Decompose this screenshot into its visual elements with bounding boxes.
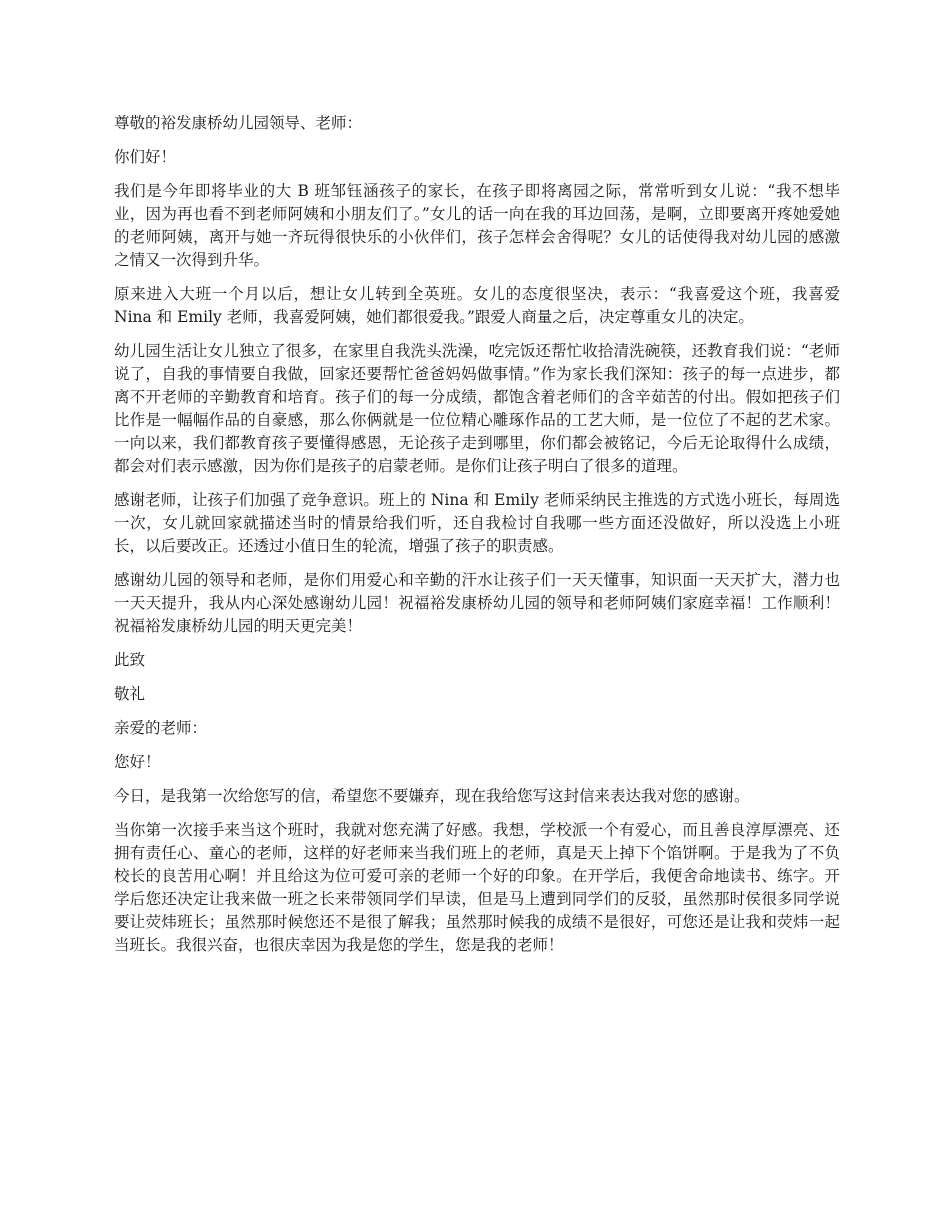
letter2-salutation: 亲爱的老师： xyxy=(114,719,208,737)
letter1-paragraph: 感谢老师，让孩子们加强了竞争意识。班上的 Nina 和 Emily 老师采纳民主推选的方式选小班长，每周选一次，女儿就回家就描述当时的情景给我们听，还自我检讨自我哪一些方面还没做好，所以没选上小班长，以后要改正。还透过小值日生的轮流，增强了孩子的职责感。 xyxy=(114,491,840,555)
letter2-greeting: 您好！ xyxy=(114,753,161,771)
letter2-paragraph: 当你第一次接手来当这个班时，我就对您充满了好感。我想，学校派一个有爱心，而且善良淳厚漂亮、还拥有责任心、童心的老师，这样的好老师来当我们班上的老师，真是天上掉下个馅饼啊。于是我为了不负校长的良苦用心啊！并且给这为位可爱可亲的老师一个好的印象。在开学后，我便舍命地读书、练字。开学后您还决定让我来做一班之长来带领同学们早读，但是马上遭到同学们的反驳，虽然那时侯很多同学说要让荧炜班长；虽然那时候您还不是很了解我；虽然那时候我的成绩不是很好，可您还是让我和荧炜一起当班长。我很兴奋，也很庆幸因为我是您的学生，您是我的老师！ xyxy=(114,821,840,954)
document-page xyxy=(114,112,840,968)
letter1-greeting: 你们好！ xyxy=(114,148,177,166)
letter2-paragraph: 今日，是我第一次给您写的信，希望您不要嫌弃，现在我给您写这封信来表达我对您的感谢。 xyxy=(114,787,750,805)
letter1-closing-line2: 敬礼 xyxy=(114,685,146,703)
letter1-closing-line1: 此致 xyxy=(114,651,146,669)
letter1-paragraph: 感谢幼儿园的领导和老师，是你们用爱心和辛勤的汗水让孩子们一天天懂事，知识面一天天扩大，潜力也一天天提升，我从内心深处感谢幼儿园！祝福裕发康桥幼儿园的领导和老师阿姨们家庭幸福！工作顺利！祝福裕发康桥幼儿园的明天更完美！ xyxy=(114,571,840,635)
letter1-paragraph: 原来进入大班一个月以后，想让女儿转到全英班。女儿的态度很坚决，表示：“我喜爱这个班，我喜爱 Nina 和 Emily 老师，我喜爱阿姨，她们都很爱我。”跟爱人商量之后，决定尊重女儿的决定。 xyxy=(114,285,840,326)
letter1-paragraph: 幼儿园生活让女儿独立了很多，在家里自我洗头洗澡，吃完饭还帮忙收拾清洗碗筷，还教育我们说：“老师说了，自我的事情要自我做，回家还要帮忙爸爸妈妈做事情。”作为家长我们深知：孩子的每一点进步，都离不开老师的辛勤教育和培育。孩子们的每一分成绩，都饱含着老师们的含辛茹苦的付出。假如把孩子们比作是一幅幅作品的自豪感，那么你俩就是一位位精心雕琢作品的工艺大师，是一位位了不起的艺术家。一向以来，我们都教育孩子要懂得感恩，无论孩子走到哪里，你们都会被铭记，今后无论取得什么成绩，都会对们表示感激，因为你们是孩子的启蒙老师。是你们让孩子明白了很多的道理。 xyxy=(114,342,840,475)
letter1-salutation: 尊敬的裕发康桥幼儿园领导、老师： xyxy=(114,114,363,132)
letter1-paragraph: 我们是今年即将毕业的大 B 班邹钰涵孩子的家长，在孩子即将离园之际，常常听到女儿说：“我不想毕业，因为再也看不到老师阿姨和小朋友们了。”女儿的话一向在我的耳边回荡，是啊，立即要离开疼她爱她的老师阿姨，离开与她一齐玩得很快乐的小伙伴们，孩子怎样会舍得呢？女儿的话使得我对幼儿园的感激之情又一次得到升华。 xyxy=(114,182,840,269)
